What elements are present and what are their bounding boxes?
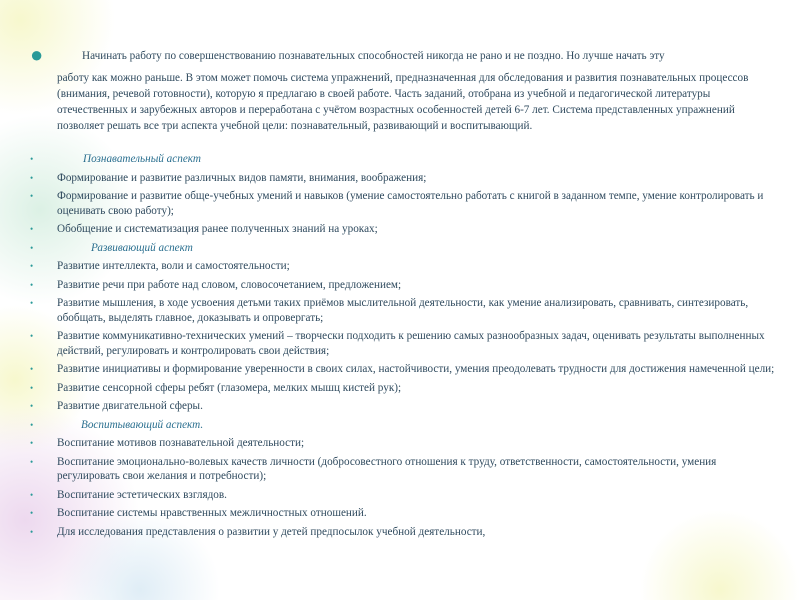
bullet-icon: • — [30, 419, 34, 430]
list-item: • Воспитание системы нравственных межличностных отношений. — [30, 507, 367, 519]
bullet-icon: • — [30, 172, 34, 183]
bullet-icon: • — [30, 438, 34, 448]
bullet-icon: • — [30, 261, 34, 271]
bullet-icon: • — [30, 382, 34, 393]
bullet-icon: • — [30, 279, 34, 290]
list-item: • Развитие инициативы и формирование уверенности в своих силах, настойчивости, умения преодолевать трудности для достижения намеченной цели; — [30, 363, 775, 375]
bullet-icon: • — [30, 298, 34, 308]
list-item: • Воспитание эстетических взглядов. — [30, 488, 227, 501]
bullet-icon: • — [30, 364, 34, 374]
list-item: • Развитие сенсорной сферы ребят (глазомера, мелких мышц кистей рук); — [30, 381, 402, 394]
bullet-icon: • — [30, 456, 34, 467]
list-item: • Развитие коммуникативно-технических умений – творчески подходить к решению самых разнообразных задач, оценивать результаты выполненных действий, регулировать и контролировать свои действия; — [30, 330, 765, 357]
bullet-icon: • — [30, 191, 34, 201]
list-item: • Воспитание эмоционально-волевых качеств личности (добросовестного отношения к труду, ответственности, самостоятельности, умения регулировать свои желания и потребности); — [30, 455, 717, 482]
list-item: • Обобщение и систематизация ранее полученных знаний на уроках; — [30, 223, 378, 235]
list-item: • Формирование и развитие обще-учебных умений и навыков (умение самостоятельно работать с книгой в заданном темпе, умение контролировать и оценивать свою работу); — [30, 190, 764, 217]
list-item: • Для исследования представления о развитии у детей предпосылок учебной деятельности, — [30, 525, 486, 538]
bullet-icon: • — [30, 489, 34, 500]
heading-cognitive-aspect: • Познавательный аспект — [30, 153, 201, 165]
bullet-icon: • — [30, 526, 34, 537]
bullet-icon: • — [30, 154, 34, 164]
list-item: • Развитие интеллекта, воли и самостоятельности; — [30, 260, 290, 272]
bullet-icon: ● — [30, 42, 44, 67]
list-item: • Воспитание мотивов познавательной деятельности; — [30, 437, 305, 449]
list-item: • Развитие мышления, в ходе усвоения детьми таких приёмов мыслительной деятельности, как умение анализировать, сравнивать, синтезировать, обобщать, выделять главное, доказывать и опровергать; — [30, 297, 749, 324]
bullet-icon: • — [30, 242, 34, 253]
aspect-list — [30, 152, 775, 543]
intro-paragraph-1: Начинать работу по совершенствованию познавательных способностей никогда не рано и не поздно. Но лучше начать эту — [82, 50, 665, 62]
list-item: • Развитие речи при работе над словом, словосочетанием, предложением; — [30, 278, 402, 291]
bullet-icon: • — [30, 331, 34, 341]
heading-educational-aspect: • Воспитывающий аспект. — [30, 418, 204, 431]
intro-paragraph-2: работу как можно раньше. В этом может помочь система упражнений, предназначенная для обследования и развития познавательных процессов (внимания, речевой готовности), которую я предлагаю в своей работе. Часть заданий, отобрана из учебной и педагогической литературы отечественных и зарубежных авторов и переработана с учётом возрастных особенностей детей 6-7 лет. Система представленных упражнений позволяет решать все три аспекта учебной цели: познавательный, развивающий и воспитывающий. — [57, 72, 749, 132]
list-item: • Формирование и развитие различных видов памяти, внимания, воображения; — [30, 171, 427, 184]
bullet-icon: • — [30, 508, 34, 518]
heading-developing-aspect: • Развивающий аспект — [30, 241, 193, 254]
bullet-icon: • — [30, 224, 34, 234]
intro-block — [30, 42, 775, 134]
list-item: • Развитие двигательной сферы. — [30, 400, 203, 412]
bullet-icon: • — [30, 401, 34, 411]
